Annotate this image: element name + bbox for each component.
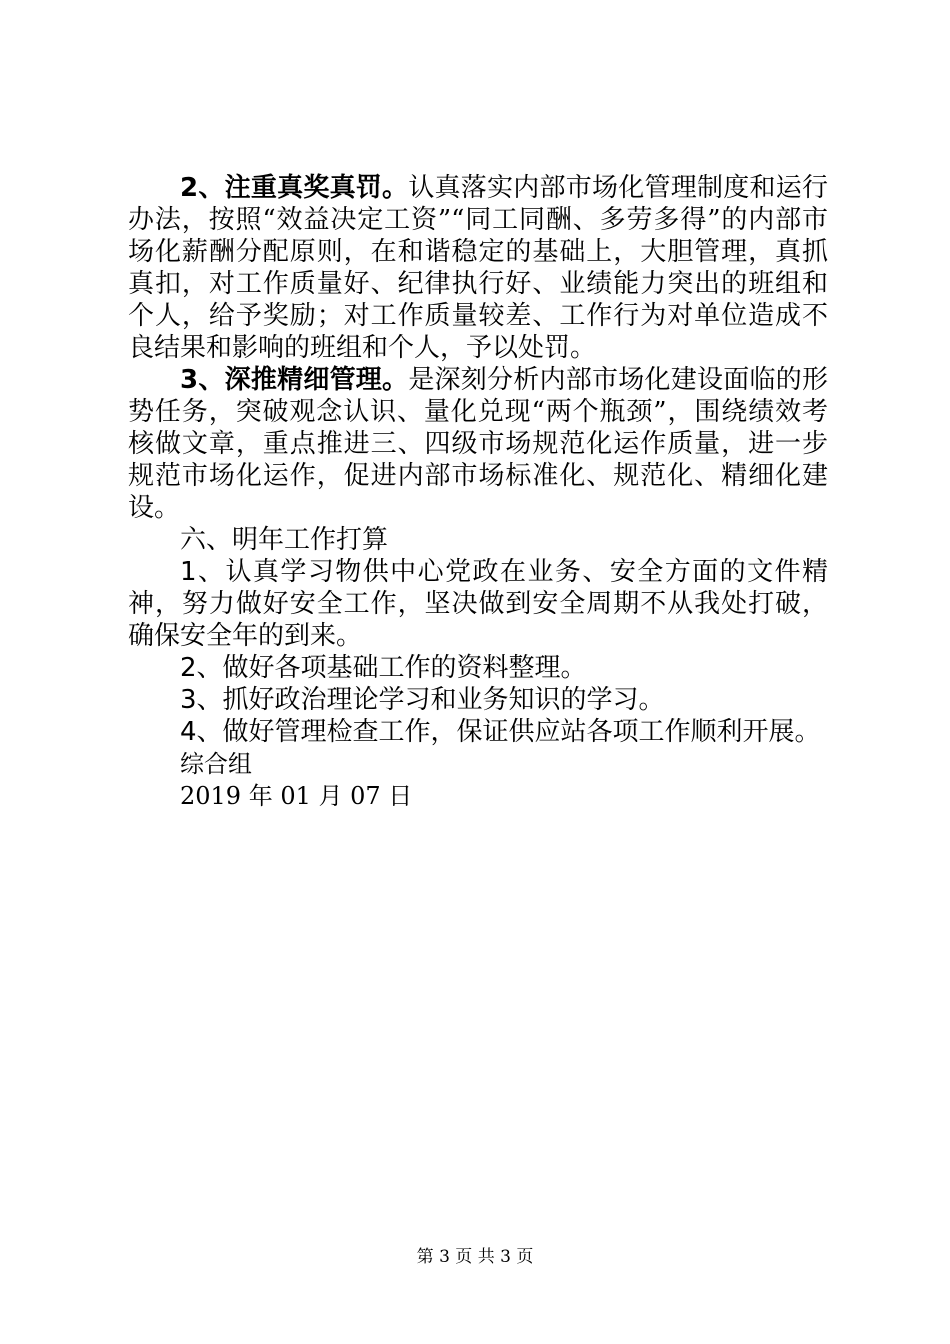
paragraph-heading: 3、深推精细管理。: [180, 365, 409, 395]
plan-item: 3、抓好政治理论学习和业务知识的学习。: [180, 685, 665, 715]
plan-item: 4、做好管理检查工作，保证供应站各项工作顺利开展。: [180, 717, 821, 747]
date: 2019 年 01 月 07 日: [180, 782, 413, 810]
section-heading: 六、明年工作打算: [180, 525, 389, 555]
paragraph-text: 是深刻分析内部市场化建设面临的形势任务，突破观念认识、量化兑现“两个瓶颈”，围绕绩效考核做文章，重点推进三、四级市场规范化运作质量，进一步规范市场化运作，促进内部市场标准化、规范化、精细化建设。: [128, 365, 828, 523]
paragraph-refined-management: [128, 364, 828, 524]
plan-item: 2、做好各项基础工作的资料整理。: [180, 653, 587, 683]
plan-item: 1、认真学习物供中心党政在业务、安全方面的文件精神，努力做好安全工作，坚决做到安全周期不从我处打破，确保安全年的到来。: [128, 557, 828, 651]
paragraph-rewards-penalties: [128, 172, 828, 364]
paragraph-text: 认真落实内部市场化管理制度和运行办法，按照“效益决定工资”“同工同酬、多劳多得”的内部市场化薪酬分配原则，在和谐稳定的基础上，大胆管理，真抓真扣，对工作质量好、纪律执行好、业绩能力突出的班组和个人，给予奖励；对工作质量较差、工作行为对单位造成不良结果和影响的班组和个人，予以处罚。: [128, 173, 828, 363]
signature: 综合组: [180, 750, 252, 778]
paragraph-heading: 2、注重真奖真罚。: [180, 173, 409, 203]
page-footer: 第 3 页 共 3 页: [416, 1247, 534, 1267]
document-body: [128, 172, 828, 812]
